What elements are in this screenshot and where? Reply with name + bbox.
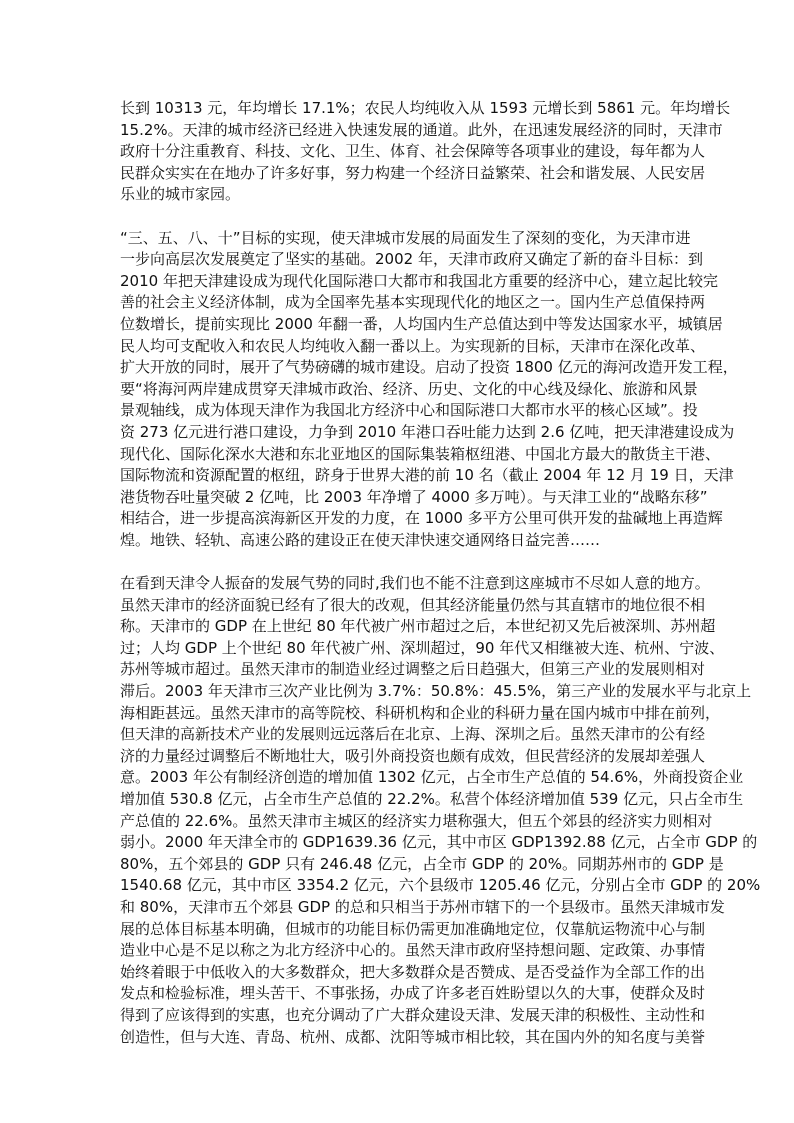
- document-page: [120, 98, 761, 1070]
- paragraph: [120, 228, 738, 552]
- text-line: 产总值的 22.6%。虽然天津市主城区的经济实力堪称强大，但五个郊县的经济实力则相对: [120, 811, 713, 830]
- text-line: 要“将海河两岸建成贯穿天津城市政治、经济、历史、文化的中心线及绿化、旅游和风景: [120, 379, 698, 398]
- paragraph: [120, 573, 761, 1048]
- text-line: 海相距甚远。虽然天津市的高等院校、科研机构和企业的科研力量在国内城市中排在前列，: [120, 703, 721, 722]
- text-line: 得到了应该得到的实惠，也充分调动了广大群众建设天津、发展天津的积极性、主动性和: [120, 1005, 706, 1024]
- text-line: 1540.68 亿元，其中市区 3354.2 亿元，六个县级市 1205.46 亿元，分别占全市 GDP 的 20%: [120, 876, 761, 895]
- text-line: 政府十分注重教育、科技、文化、卫生、体育、社会保障等各项事业的建设，每年都为人: [120, 142, 706, 161]
- text-line: 过；人均 GDP 上个世纪 80 年代被广州、深圳超过，90 年代又相继被大连、杭州、宁波、: [120, 638, 725, 657]
- text-line: 现代化、国际化深水大港和东北亚地区的国际集装箱枢纽港、中国北方最大的散货主干港、: [120, 444, 721, 463]
- text-line: 在看到天津令人振奋的发展气势的同时,我们也不能不注意到这座城市不尽如人意的地方。: [120, 574, 710, 593]
- text-line: 和 80%，天津市五个郊县 GDP 的总和只相当于苏州市辖下的一个县级市。虽然天津城市发: [120, 897, 725, 916]
- text-line: 增加值 530.8 亿元，占全市生产总值的 22.2%。私营个体经济增加值 539 亿元，只占全市生: [120, 790, 744, 808]
- text-line: 国际物流和资源配置的枢纽，跻身于世界大港的前 10 名（截止 2004 年 12 月 19 日，天津: [120, 466, 734, 485]
- text-line: 济的力量经过调整后不断地壮大，吸引外商投资也颇有成效，但民营经济的发展却差强人: [120, 746, 706, 765]
- text-line: 意。2003 年公有制经济创造的增加值 1302 亿元，占全市生产总值的 54.6%，外商投资企业: [120, 768, 744, 787]
- text-line: 称。天津市的 GDP 在上世纪 80 年代被广州市超过之后，本世纪初又先后被深圳、苏州超: [120, 617, 716, 636]
- text-line: “三、五、八、十”目标的实现，使天津城市发展的局面发生了深刻的变化，为天津市进: [120, 228, 691, 247]
- text-line: 长到 10313 元，年均增长 17.1%；农民人均纯收入从 1593 元增长到 5861 元。年均增长: [120, 99, 731, 117]
- paragraph: [120, 98, 731, 206]
- text-line: 善的社会主义经济体制，成为全国率先基本实现现代化的地区之一。国内生产总值保持两: [120, 293, 706, 312]
- text-line: 煌。地铁、轻轨、高速公路的建设正在使天津快速交通网络日益完善……: [120, 530, 601, 549]
- text-line: 民群众实实在在地办了许多好事，努力构建一个经济日益繁荣、社会和谐发展、人民安居: [120, 163, 706, 182]
- text-line: 港货物吞吐量突破 2 亿吨，比 2003 年净增了 4000 多万吨）。与天津工业的“战略东移”: [120, 487, 708, 506]
- text-line: 一步向高层次发展奠定了坚实的基础。2002 年，天津市政府又确定了新的奋斗目标：到: [120, 250, 703, 269]
- text-line: 造业中心是不足以称之为北方经济中心的。虽然天津市政府坚持想问题、定政策、办事情: [120, 941, 706, 960]
- text-line: 苏州等城市超过。虽然天津市的制造业经过调整之后日趋强大，但第三产业的发展则相对: [120, 660, 706, 679]
- text-line: 资 273 亿元进行港口建设，力争到 2010 年港口吞吐能力达到 2.6 亿吨，把天津港建设成为: [120, 422, 735, 441]
- text-line: 乐业的城市家园。: [120, 185, 241, 204]
- text-line: 80%，五个郊县的 GDP 只有 246.48 亿元，占全市 GDP 的 20%。同期苏州市的 GDP 是: [120, 854, 724, 873]
- text-line: 创造性，但与大连、青岛、杭州、成都、沈阳等城市相比较，其在国内外的知名度与美誉: [120, 1027, 706, 1046]
- text-line: 发点和检验标准，埋头苦干、不事张扬，办成了许多老百姓盼望以久的大事，使群众及时: [120, 984, 706, 1003]
- text-line: 但天津的高新技术产业的发展则远远落后在北京、上海、深圳之后。虽然天津市的公有经: [120, 725, 706, 744]
- text-line: 始终着眼于中低收入的大多数群众，把大多数群众是否赞成、是否受益作为全部工作的出: [120, 962, 706, 981]
- text-line: 弱小。2000 年天津全市的 GDP1639.36 亿元，其中市区 GDP1392.88 亿元，占全市 GDP 的: [120, 833, 758, 852]
- text-line: 虽然天津市的经济面貌已经有了很大的改观，但其经济能量仍然与其直辖市的地位很不相: [120, 595, 706, 614]
- text-line: 展的总体目标基本明确，但城市的功能目标仍需更加准确地定位，仅靠航运物流中心与制: [120, 919, 706, 938]
- text-line: 民人均可支配收入和农民人均纯收入翻一番以上。为实现新的目标，天津市在深化改革、: [120, 336, 706, 355]
- text-line: 滞后。2003 年天津市三次产业比例为 3.7%：50.8%：45.5%，第三产业的发展水平与北京上: [120, 682, 752, 701]
- text-line: 扩大开放的同时，展开了气势磅礴的城市建设。启动了投资 1800 亿元的海河改造开发工程，: [120, 358, 738, 377]
- text-line: 景观轴线，成为体现天津作为我国北方经济中心和国际港口大都市水平的核心区域”。投: [120, 401, 698, 420]
- text-line: 相结合，进一步提高滨海新区开发的力度，在 1000 多平方公里可供开发的盐碱地上再造辉: [120, 509, 723, 528]
- text-line: 2010 年把天津建设成为现代化国际港口大都市和我国北方重要的经济中心，建立起比较完: [120, 271, 718, 290]
- text-line: 15.2%。天津的城市经济已经进入快速发展的通道。此外，在迅速发展经济的同时，天津市: [120, 120, 723, 139]
- text-line: 位数增长，提前实现比 2000 年翻一番，人均国内生产总值达到中等发达国家水平，城镇居: [120, 314, 723, 333]
